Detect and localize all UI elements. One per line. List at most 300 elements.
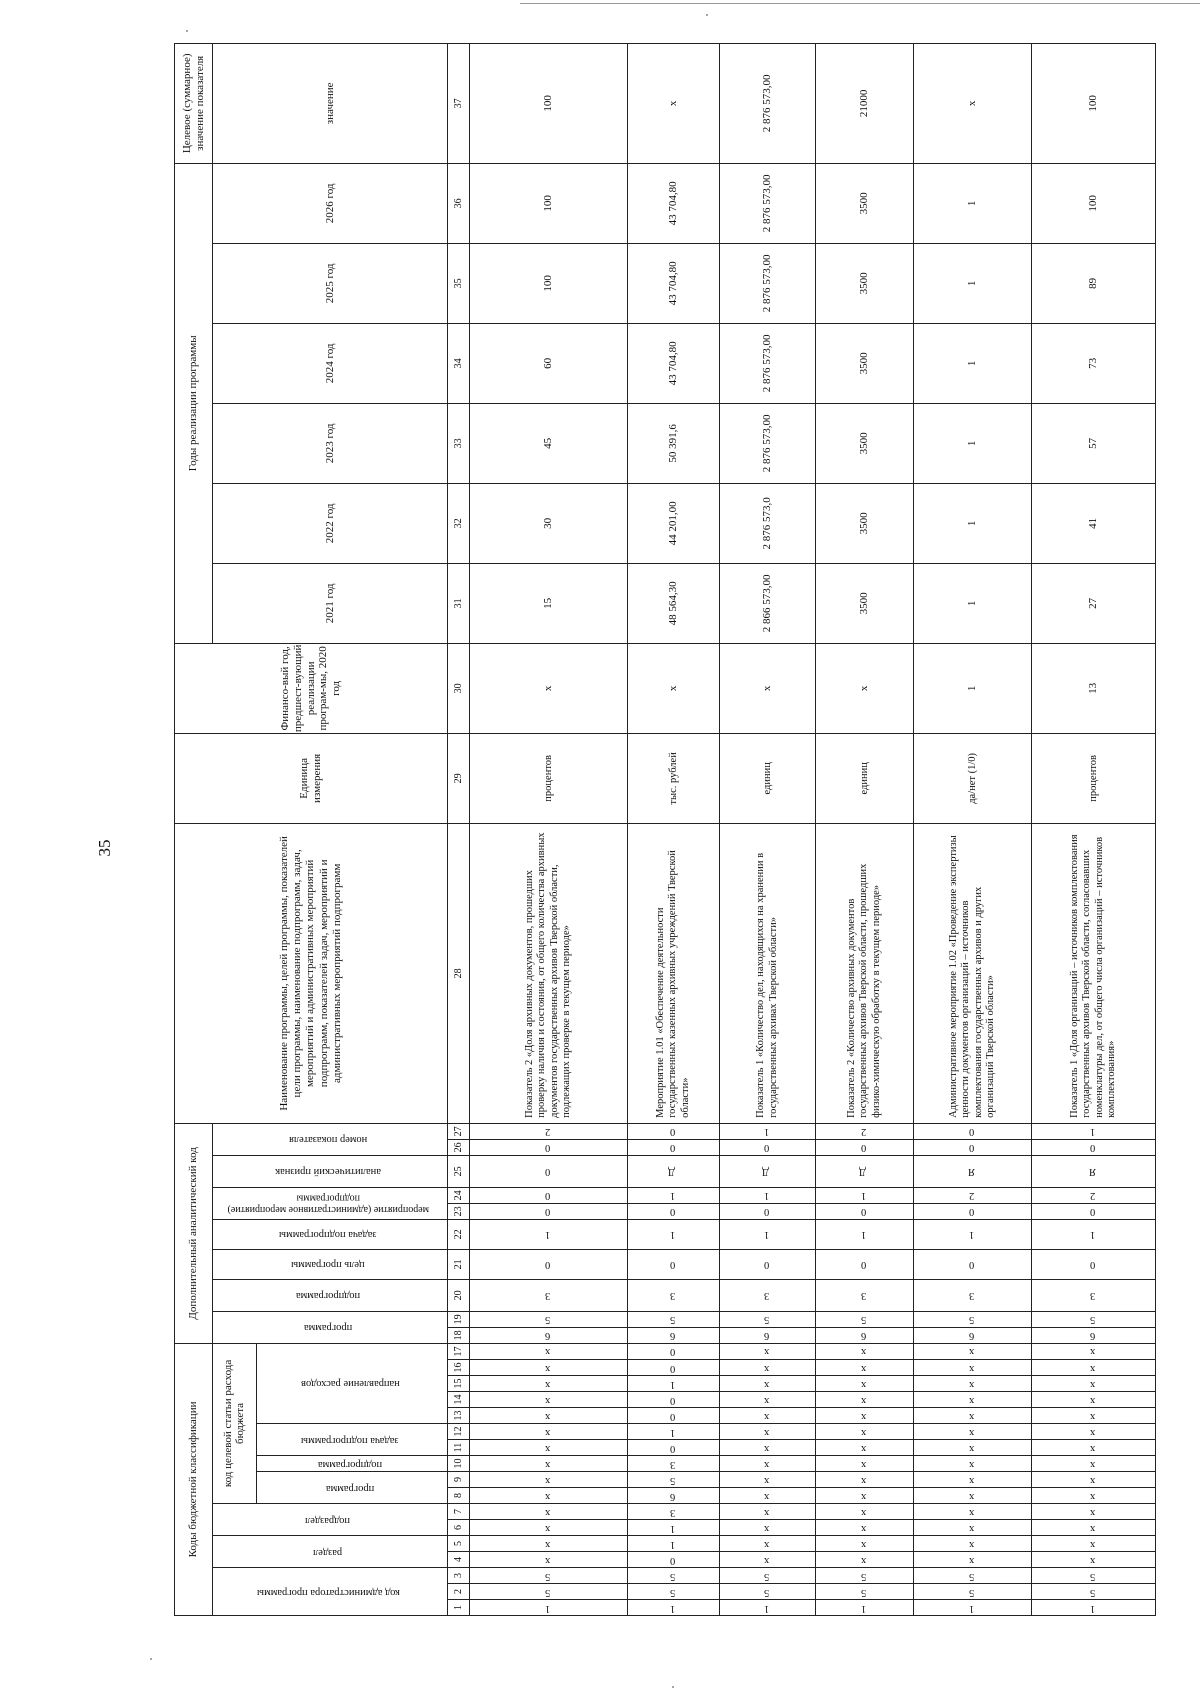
code-cell-value: 1	[545, 1229, 551, 1241]
header-row-1	[175, 43, 213, 1615]
code-cell	[628, 1155, 720, 1187]
year-value-cell: 1	[914, 323, 1032, 403]
code-cell	[914, 1472, 1032, 1488]
code-cell	[816, 1456, 914, 1472]
code-cell	[628, 1376, 720, 1392]
code-cell	[720, 1187, 816, 1203]
year-value-cell: 2 876 573,00	[720, 403, 816, 483]
code-cell	[470, 1279, 628, 1311]
code-cell	[628, 1311, 720, 1327]
code-cell-value: 3	[861, 1290, 867, 1302]
scan-speck	[150, 1658, 152, 1660]
code-cell-value: x	[1090, 1522, 1096, 1534]
code-cell-value: 1	[764, 1229, 770, 1241]
code-cell	[628, 1552, 720, 1568]
code-cell-value: x	[764, 1458, 770, 1470]
code-cell-value: x	[545, 1458, 551, 1470]
year-value-cell: 73	[1032, 323, 1156, 403]
code-cell-value: 0	[1090, 1206, 1096, 1218]
code-cell	[470, 1408, 628, 1424]
code-cell	[914, 1488, 1032, 1504]
year-value-cell: 50 391,6	[628, 403, 720, 483]
add-measure-header: мероприятие (административное мероприятие) подпрограммы	[213, 1187, 448, 1219]
code-cell-value: x	[861, 1474, 867, 1486]
code-cell	[628, 1249, 720, 1279]
code-cell-value: 5	[545, 1314, 551, 1326]
code-cell-value: 0	[670, 1206, 676, 1218]
code-cell	[720, 1552, 816, 1568]
code-cell	[1032, 1488, 1156, 1504]
code-cell-value: 2	[1090, 1190, 1096, 1202]
code-cell	[720, 1155, 816, 1187]
base-year-cell: 13	[1032, 643, 1156, 733]
code-cell	[720, 1360, 816, 1376]
code-cell	[1032, 1219, 1156, 1249]
column-number-cell: 32	[448, 483, 470, 563]
code-cell	[1032, 1343, 1156, 1359]
code-cell	[816, 1311, 914, 1327]
code-cell	[816, 1520, 914, 1536]
target-value-cell: 21000	[816, 43, 914, 163]
column-number-cell: 37	[448, 43, 470, 163]
code-cell-value: 3	[1090, 1290, 1096, 1302]
code-cell-value: x	[969, 1554, 975, 1566]
code-cell-value: 0	[969, 1206, 975, 1218]
program-indicators-table	[174, 43, 1156, 1616]
code-cell-value: 1	[1090, 1602, 1096, 1614]
code-cell	[470, 1536, 628, 1552]
code-cell-value: x	[1090, 1346, 1096, 1358]
code-cell-value: x	[969, 1410, 975, 1422]
code-cell-value: x	[969, 1362, 975, 1374]
year-value-cell: 60	[470, 323, 628, 403]
code-cell-value: 5	[670, 1314, 676, 1326]
code-cell-value: 5	[861, 1586, 867, 1598]
code-cell-value: x	[764, 1538, 770, 1550]
year-value-cell: 1	[914, 563, 1032, 643]
code-cell-value: 0	[670, 1410, 676, 1422]
page-number: 35	[95, 839, 114, 857]
code-cell-value: 5	[670, 1474, 676, 1486]
code-cell	[628, 1488, 720, 1504]
code-cell	[1032, 1279, 1156, 1311]
year-2021-header: 2021 год	[213, 563, 448, 643]
code-cell-value: 1	[1090, 1126, 1096, 1138]
target-group-header: Целевое (суммарное) значение показателя	[175, 43, 213, 163]
code-cell-value: x	[545, 1554, 551, 1566]
column-number-cell: 20	[448, 1279, 470, 1311]
code-cell-value: 5	[969, 1314, 975, 1326]
add-subprogram-header: подпрограмма	[213, 1279, 448, 1311]
code-cell-value: 3	[670, 1506, 676, 1518]
column-number-cell: 11	[448, 1440, 470, 1456]
code-cell-value: 5	[969, 1570, 975, 1582]
code-cell	[816, 1376, 914, 1392]
code-cell	[816, 1440, 914, 1456]
code-cell-value: 5	[1090, 1314, 1096, 1326]
code-cell-value: 6	[1090, 1330, 1096, 1342]
code-cell	[1032, 1456, 1156, 1472]
code-cell-value: 3	[545, 1290, 551, 1302]
code-cell	[470, 1360, 628, 1376]
code-cell-value: 1	[670, 1538, 676, 1550]
code-cell-value: 0	[670, 1142, 676, 1154]
add-sign-header: аналитический признак	[213, 1155, 448, 1187]
code-cell-value: 0	[545, 1259, 551, 1271]
year-value-cell: 2 876 573,00	[720, 323, 816, 403]
code-cell	[628, 1343, 720, 1359]
years-group-header: Годы реализации программы	[175, 163, 213, 643]
code-cell	[1032, 1568, 1156, 1584]
code-cell	[816, 1203, 914, 1219]
code-cell	[720, 1123, 816, 1139]
code-cell-value: x	[969, 1538, 975, 1550]
code-cell	[1032, 1123, 1156, 1139]
code-cell-value: x	[969, 1474, 975, 1486]
code-cell	[914, 1584, 1032, 1600]
code-cell	[720, 1279, 816, 1311]
column-number-cell: 3	[448, 1568, 470, 1584]
target-value-cell: 100	[470, 43, 628, 163]
code-cell-value: 5	[764, 1314, 770, 1326]
year-value-cell: 15	[470, 563, 628, 643]
column-number-cell: 6	[448, 1520, 470, 1536]
section-header: раздел	[213, 1536, 448, 1568]
year-value-cell: 57	[1032, 403, 1156, 483]
code-cell-value: 0	[670, 1346, 676, 1358]
code-cell	[720, 1440, 816, 1456]
code-cell-value: x	[764, 1442, 770, 1454]
code-cell	[628, 1584, 720, 1600]
code-cell	[720, 1408, 816, 1424]
code-cell	[816, 1472, 914, 1488]
code-cell	[1032, 1360, 1156, 1376]
column-number-cell: 8	[448, 1488, 470, 1504]
code-cell	[628, 1187, 720, 1203]
code-cell	[720, 1504, 816, 1520]
code-cell	[628, 1568, 720, 1584]
code-cell-value: x	[545, 1442, 551, 1454]
code-cell-value: x	[545, 1410, 551, 1422]
code-cell-value: x	[969, 1458, 975, 1470]
code-cell-value: 1	[670, 1378, 676, 1390]
code-cell	[816, 1343, 914, 1359]
code-cell	[628, 1536, 720, 1552]
code-cell	[470, 1440, 628, 1456]
code-cell-value: 3	[969, 1290, 975, 1302]
code-cell-value: 0	[545, 1190, 551, 1202]
code-cell-value: x	[969, 1378, 975, 1390]
code-cell	[1032, 1392, 1156, 1408]
column-number-cell: 31	[448, 563, 470, 643]
code-cell	[1032, 1520, 1156, 1536]
code-cell-value: 0	[545, 1206, 551, 1218]
code-cell-value: 1	[764, 1190, 770, 1202]
code-cell	[914, 1203, 1032, 1219]
table-row	[470, 43, 628, 1615]
code-cell-value: x	[1090, 1394, 1096, 1406]
code-cell-value: 3	[670, 1458, 676, 1470]
subprogram-header: подпрограмма	[256, 1456, 447, 1472]
code-cell-value: x	[969, 1506, 975, 1518]
column-number-cell: 33	[448, 403, 470, 483]
code-cell	[720, 1568, 816, 1584]
code-cell-value: x	[764, 1426, 770, 1438]
code-cell	[816, 1536, 914, 1552]
column-number-cell: 17	[448, 1343, 470, 1359]
code-cell-value: x	[861, 1490, 867, 1502]
year-2026-header: 2026 год	[213, 163, 448, 243]
code-cell-value: x	[545, 1362, 551, 1374]
year-value-cell: 27	[1032, 563, 1156, 643]
code-cell	[1032, 1408, 1156, 1424]
code-cell-value: 1	[545, 1602, 551, 1614]
code-cell	[914, 1536, 1032, 1552]
year-2024-header: 2024 год	[213, 323, 448, 403]
code-cell-value: 6	[670, 1490, 676, 1502]
code-cell-value: 0	[670, 1442, 676, 1454]
code-cell-value: x	[1090, 1490, 1096, 1502]
code-cell	[816, 1139, 914, 1155]
code-cell-value: x	[764, 1554, 770, 1566]
column-number-cell: 22	[448, 1219, 470, 1249]
unit-cell: тыс. рублей	[628, 733, 720, 823]
column-number-cell: 5	[448, 1536, 470, 1552]
column-number-cell: 16	[448, 1360, 470, 1376]
code-cell	[720, 1343, 816, 1359]
unit-column-header: Единица измерения	[175, 733, 448, 823]
add-indicator-no-header: номер показателя	[213, 1123, 448, 1155]
code-cell-value: 1	[1090, 1229, 1096, 1241]
code-cell	[816, 1408, 914, 1424]
code-cell	[816, 1219, 914, 1249]
unit-cell: процентов	[1032, 733, 1156, 823]
subprogram-task-header: задача подпрограммы	[256, 1424, 447, 1456]
code-cell	[1032, 1311, 1156, 1327]
target-value-header: значение	[213, 43, 448, 163]
year-2023-header: 2023 год	[213, 403, 448, 483]
code-cell	[914, 1456, 1032, 1472]
code-cell-value: x	[545, 1474, 551, 1486]
code-cell	[816, 1123, 914, 1139]
code-cell	[470, 1552, 628, 1568]
budget-codes-header: Коды бюджетной классификации	[175, 1343, 213, 1615]
code-cell-value: x	[545, 1538, 551, 1550]
unit-cell: да/нет (1/0)	[914, 733, 1032, 823]
year-value-cell: 100	[1032, 163, 1156, 243]
code-cell	[720, 1139, 816, 1155]
code-cell	[720, 1376, 816, 1392]
code-cell-value: x	[545, 1522, 551, 1534]
code-cell-value: x	[764, 1362, 770, 1374]
year-value-cell: 2 876 573,00	[720, 243, 816, 323]
code-cell-value: 0	[545, 1166, 551, 1178]
code-cell-value: 1	[670, 1190, 676, 1202]
code-cell-value: x	[1090, 1506, 1096, 1518]
code-cell-value: 0	[1090, 1259, 1096, 1271]
column-number-cell: 35	[448, 243, 470, 323]
code-cell	[1032, 1155, 1156, 1187]
code-cell	[914, 1424, 1032, 1440]
code-cell-value: x	[764, 1522, 770, 1534]
code-cell-value: 1	[764, 1126, 770, 1138]
code-cell	[914, 1327, 1032, 1343]
scan-speck	[706, 14, 708, 16]
column-number-cell: 28	[448, 823, 470, 1123]
code-cell-value: x	[861, 1378, 867, 1390]
code-cell-value: x	[545, 1346, 551, 1358]
code-cell-value: x	[861, 1522, 867, 1534]
column-number-cell: 23	[448, 1203, 470, 1219]
base-year-column-header: Финансо-вый год, предшест-вующий реализации програм-мы, 2020 год	[175, 643, 448, 733]
code-cell-value: x	[545, 1426, 551, 1438]
code-cell-value: 5	[545, 1586, 551, 1598]
year-value-cell: 44 201,00	[628, 483, 720, 563]
code-cell	[816, 1584, 914, 1600]
code-cell-value: 3	[670, 1290, 676, 1302]
code-cell	[470, 1203, 628, 1219]
code-cell	[720, 1600, 816, 1616]
code-cell-value: 1	[670, 1602, 676, 1614]
code-cell-value: 6	[969, 1330, 975, 1342]
code-cell-value: 1	[969, 1602, 975, 1614]
code-cell-value: Я	[967, 1166, 975, 1178]
code-cell	[470, 1488, 628, 1504]
base-year-cell: 1	[914, 643, 1032, 733]
column-number-cell: 34	[448, 323, 470, 403]
spending-direction-header: направление расходов	[256, 1343, 447, 1423]
code-cell	[1032, 1203, 1156, 1219]
code-cell-value: 0	[861, 1206, 867, 1218]
code-cell-value: x	[1090, 1362, 1096, 1374]
column-number-cell: 1	[448, 1600, 470, 1616]
code-cell-value: 3	[764, 1290, 770, 1302]
code-cell-value: 0	[861, 1259, 867, 1271]
code-cell	[470, 1600, 628, 1616]
code-cell	[470, 1123, 628, 1139]
code-cell-value: x	[1090, 1426, 1096, 1438]
code-cell-value: x	[545, 1490, 551, 1502]
code-cell-value: 5	[969, 1586, 975, 1598]
code-cell	[914, 1139, 1032, 1155]
year-value-cell: 43 704,80	[628, 163, 720, 243]
code-cell-value: 0	[1090, 1142, 1096, 1154]
year-value-cell: 3500	[816, 563, 914, 643]
column-number-cell: 10	[448, 1456, 470, 1472]
code-cell	[1032, 1139, 1156, 1155]
code-cell	[914, 1279, 1032, 1311]
code-cell-value: x	[545, 1394, 551, 1406]
code-cell	[628, 1520, 720, 1536]
code-cell	[1032, 1536, 1156, 1552]
code-cell-value: x	[1090, 1442, 1096, 1454]
target-value-cell: x	[914, 43, 1032, 163]
code-cell	[816, 1155, 914, 1187]
year-value-cell: 45	[470, 403, 628, 483]
rotated-table-wrapper	[174, 53, 1117, 1616]
rotated-table-holder	[174, 53, 1117, 1616]
code-cell-value: 0	[670, 1394, 676, 1406]
code-cell-value: x	[764, 1394, 770, 1406]
code-cell-value: 1	[861, 1190, 867, 1202]
code-cell	[1032, 1472, 1156, 1488]
column-number-cell: 19	[448, 1311, 470, 1327]
code-cell	[470, 1249, 628, 1279]
year-value-cell: 3500	[816, 323, 914, 403]
code-cell	[470, 1219, 628, 1249]
code-cell-value: x	[1090, 1554, 1096, 1566]
code-cell-value: x	[969, 1490, 975, 1502]
code-cell-value: Я	[1088, 1166, 1096, 1178]
base-year-cell: x	[470, 643, 628, 733]
base-year-cell: x	[816, 643, 914, 733]
code-cell	[470, 1424, 628, 1440]
code-cell	[1032, 1552, 1156, 1568]
code-cell	[720, 1327, 816, 1343]
year-2025-header: 2025 год	[213, 243, 448, 323]
code-cell-value: 5	[1090, 1570, 1096, 1582]
code-cell-value: 1	[861, 1602, 867, 1614]
code-cell	[816, 1279, 914, 1311]
code-cell	[628, 1456, 720, 1472]
code-cell	[628, 1219, 720, 1249]
row-name-cell: Показатель 1 «Доля организаций – источников комплектования государственных архивов Тверской области, согласовавших номенклатуры дел, от общего числа организаций – источников комплектования»	[1032, 823, 1156, 1123]
column-number-cell: 24	[448, 1187, 470, 1203]
code-cell-value: Д	[762, 1166, 770, 1178]
table-row	[1032, 43, 1156, 1615]
year-value-cell: 89	[1032, 243, 1156, 323]
target-value-cell: 100	[1032, 43, 1156, 163]
code-cell	[470, 1139, 628, 1155]
code-cell	[816, 1552, 914, 1568]
code-cell	[628, 1392, 720, 1408]
code-cell-value: 2	[861, 1126, 867, 1138]
table-row	[914, 43, 1032, 1615]
code-cell	[720, 1311, 816, 1327]
code-cell	[816, 1488, 914, 1504]
code-cell-value: 0	[670, 1362, 676, 1374]
code-cell	[470, 1504, 628, 1520]
table-row	[720, 43, 816, 1615]
code-cell	[628, 1360, 720, 1376]
row-name-cell: Мероприятие 1.01 «Обеспечение деятельности государственных казенных архивных учреждений Тверской области»	[628, 823, 720, 1123]
code-cell	[914, 1600, 1032, 1616]
code-cell	[1032, 1584, 1156, 1600]
program-header: программа	[256, 1472, 447, 1504]
code-cell	[470, 1472, 628, 1488]
code-cell	[914, 1311, 1032, 1327]
code-cell	[720, 1203, 816, 1219]
code-cell-value: x	[764, 1506, 770, 1518]
code-cell-value: x	[861, 1506, 867, 1518]
code-cell-value: 5	[670, 1586, 676, 1598]
code-cell	[914, 1376, 1032, 1392]
table-row	[628, 43, 720, 1615]
code-cell	[470, 1456, 628, 1472]
code-cell	[470, 1376, 628, 1392]
code-cell-value: 0	[861, 1142, 867, 1154]
year-value-cell: 2 866 573,00	[720, 563, 816, 643]
column-number-cell: 26	[448, 1139, 470, 1155]
row-name-cell: Показатель 1 «Количество дел, находящихся на хранении в государственных архивах Тверской области»	[720, 823, 816, 1123]
code-cell	[470, 1187, 628, 1203]
row-name-cell: Показатель 2 «Доля архивных документов, прошедших проверку наличия и состояния, от общего количества архивных документов государственных архивов Тверской области, подлежащих проверке в текущем периоде»	[470, 823, 628, 1123]
table-row	[816, 43, 914, 1615]
code-cell	[628, 1600, 720, 1616]
code-cell	[470, 1584, 628, 1600]
column-number-cell: 12	[448, 1424, 470, 1440]
column-number-cell: 4	[448, 1552, 470, 1568]
